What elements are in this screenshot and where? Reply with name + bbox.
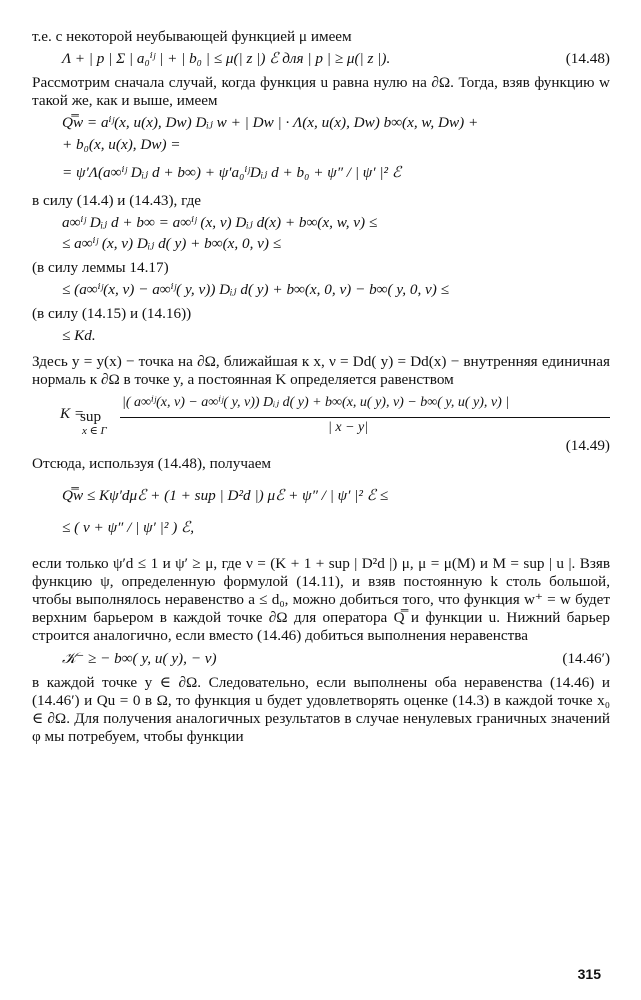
formula-text: 𝒦⁻ ≥ − b∞( y, u( y), − ν) — [62, 650, 217, 668]
equation-number: (14.48) — [565, 49, 610, 67]
formula-text: Λ + | p | Σ | a₀ⁱʲ | + | b₀ | ≤ μ(| z |) ℰ для | p | ≥ μ(| z |). — [62, 49, 391, 67]
page-body — [32, 28, 610, 746]
paragraph: Здесь y = y(x) − точка на ∂Ω, ближайшая к x, ν = Dd( y) = Dd(x) − внутренняя единичная нормаль к ∂Ω в точке y, а постоянная K определяется равенством — [32, 353, 610, 389]
fraction-numerator: |( a∞ⁱʲ(x, ν) − a∞ⁱʲ( y, ν)) Dᵢⱼ d( y) + b∞(x, u( y), ν) − b∞( y, u( y), ν) | — [122, 395, 510, 410]
formula-14-46-prime — [32, 650, 610, 668]
equation-number: (14.46′) — [562, 650, 610, 668]
formula: Q̿w ≤ Kψ′dμℰ + (1 + sup | D²d |) μℰ + ψ″ / | ψ′ |² ℰ ≤ — [62, 486, 389, 504]
formula-text: sup — [80, 408, 102, 425]
text-line: Отсюда, используя (14.48), получаем — [32, 454, 272, 472]
fraction-denominator: | x − y| — [328, 420, 369, 435]
formula-text: K = — [60, 405, 85, 422]
paragraph: Рассмотрим сначала случай, когда функция u равна нулю на ∂Ω. Тогда, взяв функцию w такой же, как и выше, имеем — [32, 73, 610, 109]
paragraph: если только ψ′d ≤ 1 и ψ′ ≥ μ, где ν = (K + 1 + sup | D²d |) μ, μ = μ(M) и M = sup | u |. Взяв функцию ψ, определенную формулой (14.11), и взяв постоянную k столь большой, чтобы выполнялось неравенство a ≤ d₀, можно добиться того, что функция w⁺ = w будет верхним барьером в каждой точке ∂Ω для оператора Q̿ и функции u. Нижний барьер строится аналогично, если вместо (14.46) добиться выполнения неравенства — [32, 554, 610, 644]
formula: ≤ ( ν + ψ″ / | ψ′ |² ) ℰ, — [62, 518, 195, 536]
text-line: в силу (14.4) и (14.43), где — [32, 191, 202, 209]
formula: ≤ (a∞ⁱʲ(x, ν) − a∞ⁱʲ( y, ν)) Dᵢⱼ d( y) + b∞(x, 0, ν) − b∞( y, 0, ν) ≤ — [62, 281, 449, 299]
formula-14-49 — [32, 395, 610, 439]
text-line: (в силу леммы 14.17) — [32, 259, 169, 277]
page-number: 315 — [577, 966, 601, 982]
text-line: т.е. с некоторой неубывающей функцией μ имеем — [32, 28, 352, 45]
text-line: (в силу (14.15) и (14.16)) — [32, 305, 192, 323]
formula: + b₀(x, u(x), Dw) = — [62, 135, 181, 153]
fraction-bar — [120, 417, 610, 418]
formula: Q̿w = aⁱʲ(x, u(x), Dw) Dᵢⱼ w + | Dw | · Λ(x, u(x), Dw) b∞(x, w, Dw) + — [62, 113, 479, 131]
formula: = ψ′Λ(a∞ⁱʲ Dᵢⱼ d + b∞) + ψ′a₀ⁱʲDᵢⱼ d + b₀ + ψ″ / | ψ′ |² ℰ — [62, 163, 402, 181]
formula-14-48 — [32, 50, 610, 68]
formula: a∞ⁱʲ Dᵢⱼ d + b∞ = a∞ⁱʲ (x, ν) Dᵢⱼ d(x) + b∞(x, w, ν) ≤ — [62, 213, 378, 231]
paragraph: в каждой точке y ∈ ∂Ω. Следовательно, если выполнены оба неравенства (14.46) и (14.46′) и Qu = 0 в Ω, то функция u будет удовлетворять оценке (14.3) в каждой точке x₀ ∈ ∂Ω. Для получения аналогичных результатов в случае ненулевых граничных значений φ мы потребуем, чтобы функции — [32, 674, 610, 746]
formula: ≤ a∞ⁱʲ (x, ν) Dᵢⱼ d( y) + b∞(x, 0, ν) ≤ — [62, 235, 282, 253]
equation-number: (14.49) — [565, 437, 610, 454]
formula-text: x ∈ Γ — [82, 425, 107, 437]
formula: ≤ Kd. — [62, 327, 96, 345]
